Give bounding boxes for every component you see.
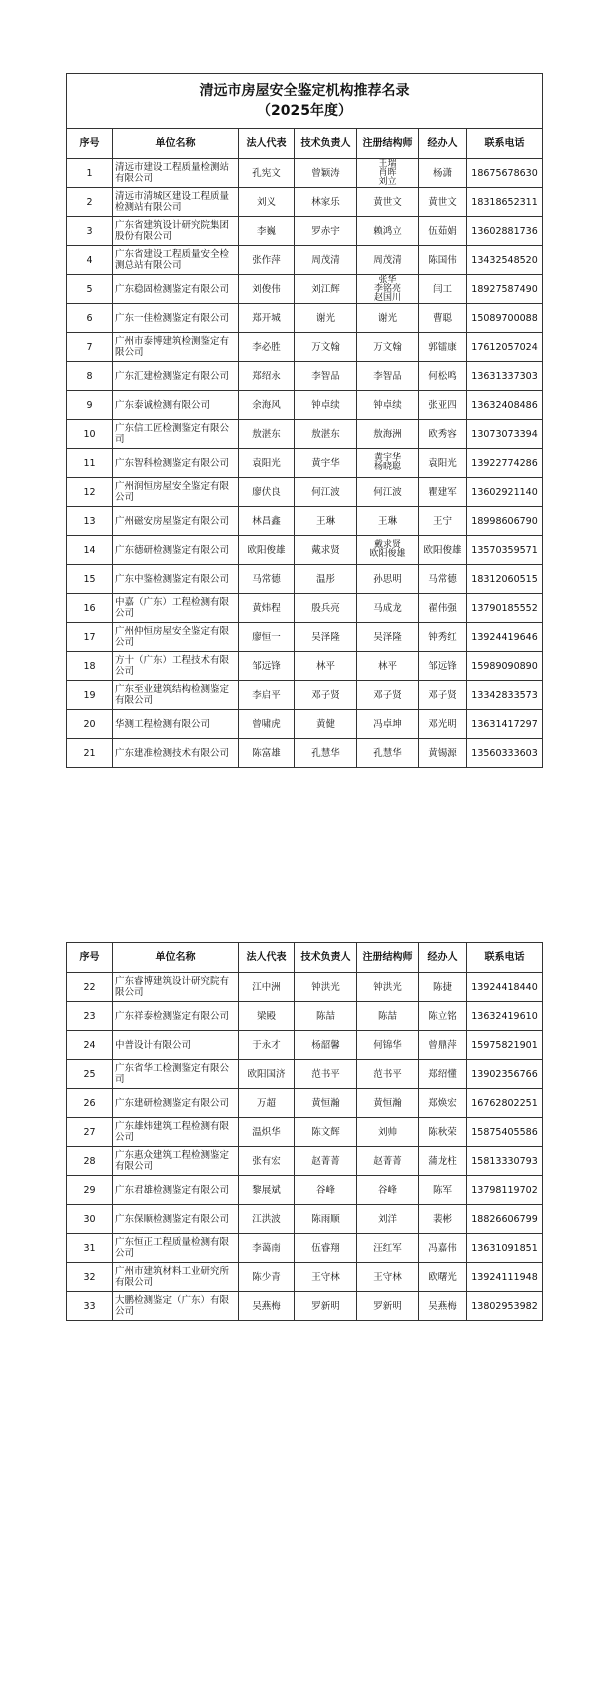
- row-number-cell: 11: [67, 449, 113, 478]
- row-number-cell: 26: [67, 1089, 113, 1118]
- technical-lead-cell: 钟洪光: [295, 973, 357, 1002]
- phone-number-cell: 13073073394: [467, 420, 543, 449]
- phone-number-cell: 18312060515: [467, 565, 543, 594]
- row-number-cell: 27: [67, 1118, 113, 1147]
- technical-lead-cell: 曾颖涛: [295, 159, 357, 188]
- technical-lead-cell: 谢光: [295, 304, 357, 333]
- structural-engineer-cell: 陈喆: [357, 1002, 419, 1031]
- table-row: [67, 1089, 543, 1118]
- legal-representative-cell: 曾啸虎: [239, 710, 295, 739]
- table-row: [67, 681, 543, 710]
- phone-number-cell: 18927587490: [467, 275, 543, 304]
- header-row: [67, 943, 543, 973]
- row-number-cell: 31: [67, 1234, 113, 1263]
- handler-cell: 欧曙光: [419, 1263, 467, 1292]
- handler-cell: 冯嘉伟: [419, 1234, 467, 1263]
- row-number-cell: 12: [67, 478, 113, 507]
- table-row: [67, 1176, 543, 1205]
- phone-number-cell: 13631091851: [467, 1234, 543, 1263]
- unit-name-cell: 广州仲恒房屋安全鉴定有限公司: [113, 623, 239, 652]
- legal-representative-cell: 邹远锋: [239, 652, 295, 681]
- technical-lead-cell: 陈文辉: [295, 1118, 357, 1147]
- unit-name-cell: 广东建准检测技术有限公司: [113, 739, 239, 768]
- table-row: [67, 1205, 543, 1234]
- row-number-cell: 5: [67, 275, 113, 304]
- header-cell: 经办人: [419, 129, 467, 159]
- structural-engineer-cell: 刘洋: [357, 1205, 419, 1234]
- unit-name-cell: 清远市建设工程质量检测站有限公司: [113, 159, 239, 188]
- phone-number-cell: 13924111948: [467, 1263, 543, 1292]
- table-row: [67, 275, 543, 304]
- phone-number-cell: 13924419646: [467, 623, 543, 652]
- page-title: 清远市房屋安全鉴定机构推荐名录: [199, 83, 410, 99]
- structural-engineer-cell: 谷峰: [357, 1176, 419, 1205]
- structural-engineer-cell: 赵菁菁: [357, 1147, 419, 1176]
- handler-cell: 陈军: [419, 1176, 467, 1205]
- row-number-cell: 2: [67, 188, 113, 217]
- header-cell: 法人代表: [239, 129, 295, 159]
- header-cell: 经办人: [419, 943, 467, 973]
- legal-representative-cell: 欧阳国济: [239, 1060, 295, 1089]
- technical-lead-cell: 孔慧华: [295, 739, 357, 768]
- phone-number-cell: 13922774286: [467, 449, 543, 478]
- table-row: [67, 1234, 543, 1263]
- handler-cell: 翟伟强: [419, 594, 467, 623]
- technical-lead-cell: 谷峰: [295, 1176, 357, 1205]
- legal-representative-cell: 温炽华: [239, 1118, 295, 1147]
- technical-lead-cell: 伍睿翔: [295, 1234, 357, 1263]
- structural-engineer-cell: 范书平: [357, 1060, 419, 1089]
- legal-representative-cell: 廖恒一: [239, 623, 295, 652]
- phone-number-cell: 13570359571: [467, 536, 543, 565]
- header-cell: 注册结构师: [357, 943, 419, 973]
- row-number-cell: 21: [67, 739, 113, 768]
- technical-lead-cell: 杨韶馨: [295, 1031, 357, 1060]
- unit-name-cell: 广州市建筑材料工业研究所有限公司: [113, 1263, 239, 1292]
- structural-engineer-cell: 周茂清: [357, 246, 419, 275]
- handler-cell: 瞿建军: [419, 478, 467, 507]
- phone-number-cell: 13790185552: [467, 594, 543, 623]
- unit-name-cell: 广东中鉴检测鉴定有限公司: [113, 565, 239, 594]
- unit-name-cell: 广东保顺检测鉴定有限公司: [113, 1205, 239, 1234]
- legal-representative-cell: 李巍: [239, 217, 295, 246]
- header-cell: 序号: [67, 943, 113, 973]
- unit-name-cell: 广东汇建检测鉴定有限公司: [113, 362, 239, 391]
- table-row: [67, 1147, 543, 1176]
- handler-cell: 吴燕梅: [419, 1292, 467, 1321]
- handler-cell: 张亚四: [419, 391, 467, 420]
- unit-name-cell: 广东一佳检测鉴定有限公司: [113, 304, 239, 333]
- row-number-cell: 6: [67, 304, 113, 333]
- handler-cell: 欧阳俊雄: [419, 536, 467, 565]
- row-number-cell: 4: [67, 246, 113, 275]
- structural-engineer-cell: 孔慧华: [357, 739, 419, 768]
- table-row: [67, 594, 543, 623]
- unit-name-cell: 广州润恒房屋安全鉴定有限公司: [113, 478, 239, 507]
- row-number-cell: 32: [67, 1263, 113, 1292]
- structural-engineer-cell: 马成龙: [357, 594, 419, 623]
- row-number-cell: 18: [67, 652, 113, 681]
- unit-name-cell: 广州磁安房屋鉴定有限公司: [113, 507, 239, 536]
- legal-representative-cell: 万超: [239, 1089, 295, 1118]
- table-row: [67, 246, 543, 275]
- row-number-cell: 14: [67, 536, 113, 565]
- row-number-cell: 29: [67, 1176, 113, 1205]
- technical-lead-cell: 黄宇华: [295, 449, 357, 478]
- handler-cell: 郑焕宏: [419, 1089, 467, 1118]
- unit-name-cell: 清远市清城区建设工程质量检测站有限公司: [113, 188, 239, 217]
- structural-engineer-cell: 钟洪光: [357, 973, 419, 1002]
- phone-number-cell: 13902356766: [467, 1060, 543, 1089]
- table-row: [67, 188, 543, 217]
- structural-engineer-cell: 刘帅: [357, 1118, 419, 1147]
- handler-cell: 陈秋荣: [419, 1118, 467, 1147]
- structural-engineer-cell: 何锦华: [357, 1031, 419, 1060]
- structural-engineer-cell: 敖海洲: [357, 420, 419, 449]
- legal-representative-cell: 吴燕梅: [239, 1292, 295, 1321]
- technical-lead-cell: 赵菁菁: [295, 1147, 357, 1176]
- unit-name-cell: 广东祥泰检测鉴定有限公司: [113, 1002, 239, 1031]
- row-number-cell: 8: [67, 362, 113, 391]
- table-row: [67, 623, 543, 652]
- technical-lead-cell: 王守林: [295, 1263, 357, 1292]
- handler-cell: 黄锡源: [419, 739, 467, 768]
- technical-lead-cell: 何江波: [295, 478, 357, 507]
- phone-number-cell: 16762802251: [467, 1089, 543, 1118]
- phone-number-cell: 13432548520: [467, 246, 543, 275]
- structural-engineer-cell: 王琳: [357, 507, 419, 536]
- legal-representative-cell: 林昌鑫: [239, 507, 295, 536]
- technical-lead-cell: 黄健: [295, 710, 357, 739]
- unit-name-cell: 广州市泰博建筑检测鉴定有限公司: [113, 333, 239, 362]
- technical-lead-cell: 周茂清: [295, 246, 357, 275]
- unit-name-cell: 广东恒正工程质量检测有限公司: [113, 1234, 239, 1263]
- structural-engineer-cell: 罗新明: [357, 1292, 419, 1321]
- table-row: [67, 420, 543, 449]
- technical-lead-cell: 罗赤宇: [295, 217, 357, 246]
- title-cell: [67, 74, 543, 129]
- row-number-cell: 15: [67, 565, 113, 594]
- structural-engineer-cell: 邓子贤: [357, 681, 419, 710]
- phone-number-cell: 15975821901: [467, 1031, 543, 1060]
- legal-representative-cell: 李必胜: [239, 333, 295, 362]
- legal-representative-cell: 袁阳光: [239, 449, 295, 478]
- unit-name-cell: 广东惠众建筑工程检测鉴定有限公司: [113, 1147, 239, 1176]
- technical-lead-cell: 敖湛东: [295, 420, 357, 449]
- technical-lead-cell: 李智品: [295, 362, 357, 391]
- unit-name-cell: 广东省建筑设计研究院集团股份有限公司: [113, 217, 239, 246]
- phone-number-cell: 15875405586: [467, 1118, 543, 1147]
- legal-representative-cell: 于永才: [239, 1031, 295, 1060]
- legal-representative-cell: 刘俊伟: [239, 275, 295, 304]
- table-row: [67, 973, 543, 1002]
- unit-name-cell: 华测工程检测有限公司: [113, 710, 239, 739]
- structural-engineer-cell: 王瑞 肖晖 刘立: [357, 159, 419, 188]
- legal-representative-cell: 江中洲: [239, 973, 295, 1002]
- technical-lead-cell: 林家乐: [295, 188, 357, 217]
- handler-cell: 杨潇: [419, 159, 467, 188]
- unit-name-cell: 方十（广东）工程技术有限公司: [113, 652, 239, 681]
- table-row: [67, 565, 543, 594]
- technical-lead-cell: 殷兵亮: [295, 594, 357, 623]
- institution-table-page-1: [66, 73, 543, 768]
- header-cell: 技术负责人: [295, 129, 357, 159]
- row-number-cell: 1: [67, 159, 113, 188]
- phone-number-cell: 13342833573: [467, 681, 543, 710]
- unit-name-cell: 广东建研检测鉴定有限公司: [113, 1089, 239, 1118]
- phone-number-cell: 18675678630: [467, 159, 543, 188]
- phone-number-cell: 18826606799: [467, 1205, 543, 1234]
- structural-engineer-cell: 黄宇华 杨晓聪: [357, 449, 419, 478]
- handler-cell: 邹远锋: [419, 652, 467, 681]
- page-2-table-section: [66, 942, 542, 1321]
- institution-table-page-2: [66, 942, 543, 1321]
- legal-representative-cell: 廖伏良: [239, 478, 295, 507]
- header-cell: 联系电话: [467, 129, 543, 159]
- handler-cell: 曹聪: [419, 304, 467, 333]
- structural-engineer-cell: 谢光: [357, 304, 419, 333]
- phone-number-cell: 15813330793: [467, 1147, 543, 1176]
- table-row: [67, 652, 543, 681]
- row-number-cell: 33: [67, 1292, 113, 1321]
- structural-engineer-cell: 李智品: [357, 362, 419, 391]
- structural-engineer-cell: 冯卓坤: [357, 710, 419, 739]
- unit-name-cell: 大鹏检测鉴定（广东）有限公司: [113, 1292, 239, 1321]
- legal-representative-cell: 李蔼南: [239, 1234, 295, 1263]
- table-row: [67, 507, 543, 536]
- structural-engineer-cell: 孙思明: [357, 565, 419, 594]
- row-number-cell: 25: [67, 1060, 113, 1089]
- handler-cell: 闫工: [419, 275, 467, 304]
- table-row: [67, 478, 543, 507]
- header-cell: 序号: [67, 129, 113, 159]
- table-row: [67, 1292, 543, 1321]
- technical-lead-cell: 钟卓续: [295, 391, 357, 420]
- technical-lead-cell: 邓子贤: [295, 681, 357, 710]
- legal-representative-cell: 黄炜程: [239, 594, 295, 623]
- header-row: [67, 129, 543, 159]
- unit-name-cell: 中普设计有限公司: [113, 1031, 239, 1060]
- table-row: [67, 710, 543, 739]
- legal-representative-cell: 孔宪文: [239, 159, 295, 188]
- header-cell: 技术负责人: [295, 943, 357, 973]
- row-number-cell: 24: [67, 1031, 113, 1060]
- phone-number-cell: 18998606790: [467, 507, 543, 536]
- table-row: [67, 536, 543, 565]
- row-number-cell: 3: [67, 217, 113, 246]
- handler-cell: 裴彬: [419, 1205, 467, 1234]
- structural-engineer-cell: 吴泽隆: [357, 623, 419, 652]
- table-row: [67, 449, 543, 478]
- handler-cell: 郭镭康: [419, 333, 467, 362]
- technical-lead-cell: 戴求贤: [295, 536, 357, 565]
- technical-lead-cell: 温彤: [295, 565, 357, 594]
- unit-name-cell: 广东睿博建筑设计研究院有限公司: [113, 973, 239, 1002]
- structural-engineer-cell: 万文翰: [357, 333, 419, 362]
- technical-lead-cell: 黄恒瀚: [295, 1089, 357, 1118]
- structural-engineer-cell: 黄恒瀚: [357, 1089, 419, 1118]
- legal-representative-cell: 张作萍: [239, 246, 295, 275]
- row-number-cell: 30: [67, 1205, 113, 1234]
- header-cell: 法人代表: [239, 943, 295, 973]
- handler-cell: 何松鸣: [419, 362, 467, 391]
- structural-engineer-cell: 汪红军: [357, 1234, 419, 1263]
- legal-representative-cell: 欧阳俊雄: [239, 536, 295, 565]
- legal-representative-cell: 郑绍永: [239, 362, 295, 391]
- unit-name-cell: 广东德研检测鉴定有限公司: [113, 536, 239, 565]
- technical-lead-cell: 陈雨顺: [295, 1205, 357, 1234]
- row-number-cell: 9: [67, 391, 113, 420]
- handler-cell: 陈国伟: [419, 246, 467, 275]
- legal-representative-cell: 余海风: [239, 391, 295, 420]
- row-number-cell: 10: [67, 420, 113, 449]
- phone-number-cell: 13560333603: [467, 739, 543, 768]
- legal-representative-cell: 陈富雄: [239, 739, 295, 768]
- row-number-cell: 13: [67, 507, 113, 536]
- legal-representative-cell: 黎展斌: [239, 1176, 295, 1205]
- technical-lead-cell: 林平: [295, 652, 357, 681]
- row-number-cell: 16: [67, 594, 113, 623]
- phone-number-cell: 13632419610: [467, 1002, 543, 1031]
- table-row: [67, 1002, 543, 1031]
- legal-representative-cell: 梁殿: [239, 1002, 295, 1031]
- handler-cell: 王宁: [419, 507, 467, 536]
- unit-name-cell: 广东稳固检测鉴定有限公司: [113, 275, 239, 304]
- row-number-cell: 17: [67, 623, 113, 652]
- handler-cell: 陈捷: [419, 973, 467, 1002]
- phone-number-cell: 15989090890: [467, 652, 543, 681]
- legal-representative-cell: 陈少青: [239, 1263, 295, 1292]
- table-row: [67, 391, 543, 420]
- legal-representative-cell: 郑开城: [239, 304, 295, 333]
- legal-representative-cell: 江洪波: [239, 1205, 295, 1234]
- unit-name-cell: 广东泰诚检测有限公司: [113, 391, 239, 420]
- structural-engineer-cell: 黄世文: [357, 188, 419, 217]
- legal-representative-cell: 刘义: [239, 188, 295, 217]
- header-cell: 联系电话: [467, 943, 543, 973]
- unit-name-cell: 广东信工匠检测鉴定有限公司: [113, 420, 239, 449]
- structural-engineer-cell: 张华 李铭亮 赵国川: [357, 275, 419, 304]
- header-cell: 注册结构师: [357, 129, 419, 159]
- table-row: [67, 739, 543, 768]
- row-number-cell: 28: [67, 1147, 113, 1176]
- structural-engineer-cell: 钟卓续: [357, 391, 419, 420]
- unit-name-cell: 中嘉（广东）工程检测有限公司: [113, 594, 239, 623]
- unit-name-cell: 广东雄炜建筑工程检测有限公司: [113, 1118, 239, 1147]
- handler-cell: 曾鼎萍: [419, 1031, 467, 1060]
- unit-name-cell: 广东至业建筑结构检测鉴定有限公司: [113, 681, 239, 710]
- handler-cell: 马常德: [419, 565, 467, 594]
- technical-lead-cell: 刘江辉: [295, 275, 357, 304]
- handler-cell: 陈立铭: [419, 1002, 467, 1031]
- structural-engineer-cell: 戴求贤 欧阳俊雄: [357, 536, 419, 565]
- technical-lead-cell: 吴泽隆: [295, 623, 357, 652]
- phone-number-cell: 18318652311: [467, 188, 543, 217]
- unit-name-cell: 广东省华工检测鉴定有限公司: [113, 1060, 239, 1089]
- table-row: [67, 1263, 543, 1292]
- phone-number-cell: 13798119702: [467, 1176, 543, 1205]
- technical-lead-cell: 罗新明: [295, 1292, 357, 1321]
- technical-lead-cell: 范书平: [295, 1060, 357, 1089]
- handler-cell: 伍茹娟: [419, 217, 467, 246]
- row-number-cell: 20: [67, 710, 113, 739]
- table-row: [67, 362, 543, 391]
- legal-representative-cell: 敖湛东: [239, 420, 295, 449]
- phone-number-cell: 13632408486: [467, 391, 543, 420]
- table-row: [67, 217, 543, 246]
- structural-engineer-cell: 何江波: [357, 478, 419, 507]
- table-row: [67, 159, 543, 188]
- legal-representative-cell: 李启平: [239, 681, 295, 710]
- phone-number-cell: 13631417297: [467, 710, 543, 739]
- handler-cell: 邓光明: [419, 710, 467, 739]
- phone-number-cell: 15089700088: [467, 304, 543, 333]
- row-number-cell: 22: [67, 973, 113, 1002]
- structural-engineer-cell: 赖鸿立: [357, 217, 419, 246]
- unit-name-cell: 广东省建设工程质量安全检测总站有限公司: [113, 246, 239, 275]
- table-row: [67, 1031, 543, 1060]
- handler-cell: 邓子贤: [419, 681, 467, 710]
- phone-number-cell: 13602921140: [467, 478, 543, 507]
- row-number-cell: 7: [67, 333, 113, 362]
- page-1-table-section: [66, 73, 542, 768]
- handler-cell: 钟秀红: [419, 623, 467, 652]
- phone-number-cell: 13924418440: [467, 973, 543, 1002]
- row-number-cell: 19: [67, 681, 113, 710]
- header-cell: 单位名称: [113, 129, 239, 159]
- handler-cell: 郑绍懂: [419, 1060, 467, 1089]
- unit-name-cell: 广东君雄检测鉴定有限公司: [113, 1176, 239, 1205]
- phone-number-cell: 17612057024: [467, 333, 543, 362]
- row-number-cell: 23: [67, 1002, 113, 1031]
- phone-number-cell: 13631337303: [467, 362, 543, 391]
- table-row: [67, 304, 543, 333]
- table-row: [67, 1060, 543, 1089]
- legal-representative-cell: 张有宏: [239, 1147, 295, 1176]
- unit-name-cell: 广东智科检测鉴定有限公司: [113, 449, 239, 478]
- handler-cell: 蒲龙柱: [419, 1147, 467, 1176]
- handler-cell: 袁阳光: [419, 449, 467, 478]
- table-row: [67, 333, 543, 362]
- handler-cell: 欧秀容: [419, 420, 467, 449]
- technical-lead-cell: 万文翰: [295, 333, 357, 362]
- table-row: [67, 1118, 543, 1147]
- page-subtitle: （2025年度）: [257, 103, 353, 119]
- technical-lead-cell: 王琳: [295, 507, 357, 536]
- header-cell: 单位名称: [113, 943, 239, 973]
- legal-representative-cell: 马常德: [239, 565, 295, 594]
- handler-cell: 黄世文: [419, 188, 467, 217]
- phone-number-cell: 13802953982: [467, 1292, 543, 1321]
- phone-number-cell: 13602881736: [467, 217, 543, 246]
- technical-lead-cell: 陈喆: [295, 1002, 357, 1031]
- structural-engineer-cell: 王守林: [357, 1263, 419, 1292]
- structural-engineer-cell: 林平: [357, 652, 419, 681]
